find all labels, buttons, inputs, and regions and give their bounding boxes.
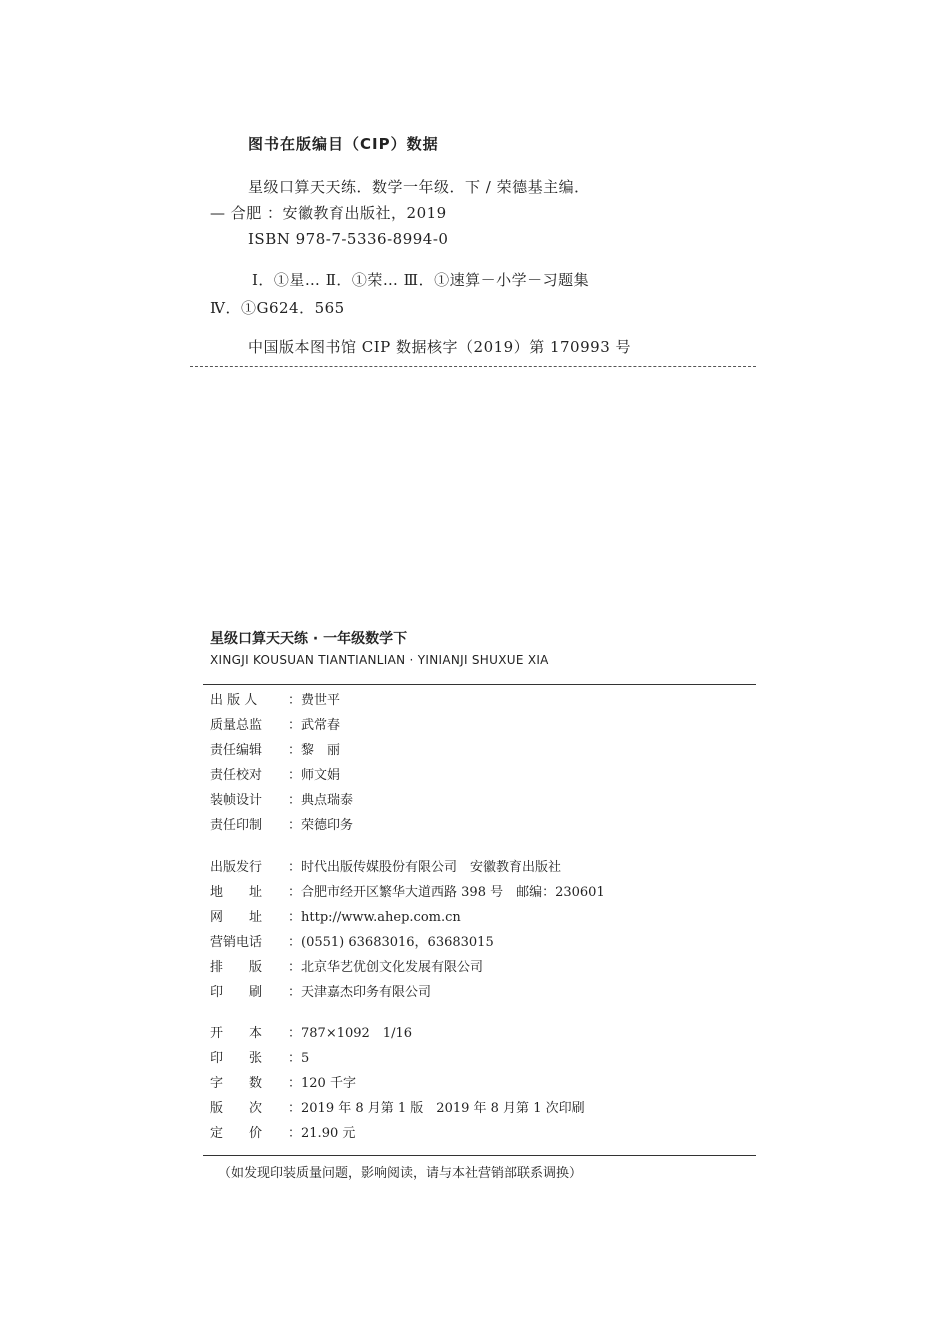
staff-block [210, 688, 353, 838]
staff-label: 责任校对 [210, 768, 263, 783]
publish-row: 排 版 ： 北京华艺优创文化发展有限公司 [210, 955, 605, 980]
spec-value: 120 千字 [301, 1076, 356, 1091]
staff-value: 武常春 [301, 718, 341, 733]
publish-value: 合肥市经开区繁华大道西路 398 号 邮编：230601 [301, 885, 605, 900]
publish-label: 营销电话 [210, 935, 263, 950]
staff-label: 出 版 人 [210, 693, 258, 708]
publish-value: 天津嘉杰印务有限公司 [301, 985, 432, 1000]
cip-isbn: ISBN 978-7-5336-8994-0 [248, 230, 449, 248]
publish-row: 出版发行 ： 时代出版传媒股份有限公司 安徽教育出版社 [210, 855, 605, 880]
publish-row: 地 址 ： 合肥市经开区繁华大道西路 398 号 邮编：230601 [210, 880, 605, 905]
publish-value: (0551) 63683016，63683015 [301, 935, 494, 950]
book-title: 星级口算天天练 · 一年级数学下 [210, 631, 408, 647]
spec-row: 定 价 ： 21.90 元 [210, 1121, 585, 1146]
spec-value: 21.90 元 [301, 1126, 356, 1141]
spec-label: 开 本 [210, 1026, 263, 1041]
staff-value: 荣德印务 [301, 818, 354, 833]
spec-value: 787×1092 1/16 [301, 1026, 412, 1041]
publish-value: http://www.ahep.com.cn [301, 910, 461, 925]
staff-row: 装帧设计 ： 典点瑞泰 [210, 788, 353, 813]
top-rule [203, 684, 756, 685]
staff-row: 责任校对 ： 师文娟 [210, 763, 353, 788]
staff-value: 典点瑞泰 [301, 793, 354, 808]
publish-label: 印 刷 [210, 985, 263, 1000]
specs-block [210, 1021, 585, 1146]
staff-label: 质量总监 [210, 718, 263, 733]
cip-record-number: 中国版本图书馆 CIP 数据核字（2019）第 170993 号 [248, 338, 632, 356]
cip-line: — 合肥 ：安徽教育出版社，2019 [210, 204, 447, 222]
staff-label: 装帧设计 [210, 793, 263, 808]
staff-value: 师文娟 [301, 768, 341, 783]
publish-label: 出版发行 [210, 860, 263, 875]
cip-title: 图书在版编目（CIP）数据 [248, 135, 439, 153]
publish-block [210, 855, 605, 1005]
dashed-divider [190, 366, 756, 367]
staff-label: 责任印制 [210, 818, 263, 833]
staff-row: 出 版 人 ： 费世平 [210, 688, 353, 713]
spec-label: 印 张 [210, 1051, 263, 1066]
publish-row: 网 址 ： http://www.ahep.com.cn [210, 905, 605, 930]
spec-label: 字 数 [210, 1076, 263, 1091]
cip-classification-code: Ⅳ．①G624．565 [210, 299, 345, 317]
book-pinyin-title: XINGJI KOUSUAN TIANTIANLIAN · YINIANJI SHUXUE XIA [210, 653, 549, 667]
cip-classification: Ⅰ．①星… Ⅱ．①荣… Ⅲ．①速算－小学－习题集 [252, 271, 590, 289]
publish-row: 营销电话 ： (0551) 63683016，63683015 [210, 930, 605, 955]
publish-label: 排 版 [210, 960, 263, 975]
staff-value: 费世平 [301, 693, 341, 708]
staff-row: 质量总监 ： 武常春 [210, 713, 353, 738]
staff-row: 责任印制 ： 荣德印务 [210, 813, 353, 838]
spec-row: 字 数 ： 120 千字 [210, 1071, 585, 1096]
spec-row: 开 本 ： 787×1092 1/16 [210, 1021, 585, 1046]
spec-label: 版 次 [210, 1101, 263, 1116]
publish-row: 印 刷 ： 天津嘉杰印务有限公司 [210, 980, 605, 1005]
staff-label: 责任编辑 [210, 743, 263, 758]
spec-row: 版 次 ： 2019 年 8 月第 1 版 2019 年 8 月第 1 次印刷 [210, 1096, 585, 1121]
bottom-rule [203, 1155, 756, 1156]
staff-value: 黎 丽 [301, 743, 341, 758]
spec-value: 5 [301, 1051, 310, 1066]
cip-line: 星级口算天天练．数学一年级．下 / 荣德基主编． [248, 178, 590, 196]
spec-label: 定 价 [210, 1126, 263, 1141]
publish-value: 北京华艺优创文化发展有限公司 [301, 960, 484, 975]
staff-row: 责任编辑 ： 黎 丽 [210, 738, 353, 763]
publish-value: 时代出版传媒股份有限公司 安徽教育出版社 [301, 860, 562, 875]
publish-label: 地 址 [210, 885, 263, 900]
spec-row: 印 张 ： 5 [210, 1046, 585, 1071]
quality-note: （如发现印装质量问题，影响阅读，请与本社营销部联系调换） [218, 1166, 583, 1181]
publish-label: 网 址 [210, 910, 263, 925]
spec-value: 2019 年 8 月第 1 版 2019 年 8 月第 1 次印刷 [301, 1101, 585, 1116]
